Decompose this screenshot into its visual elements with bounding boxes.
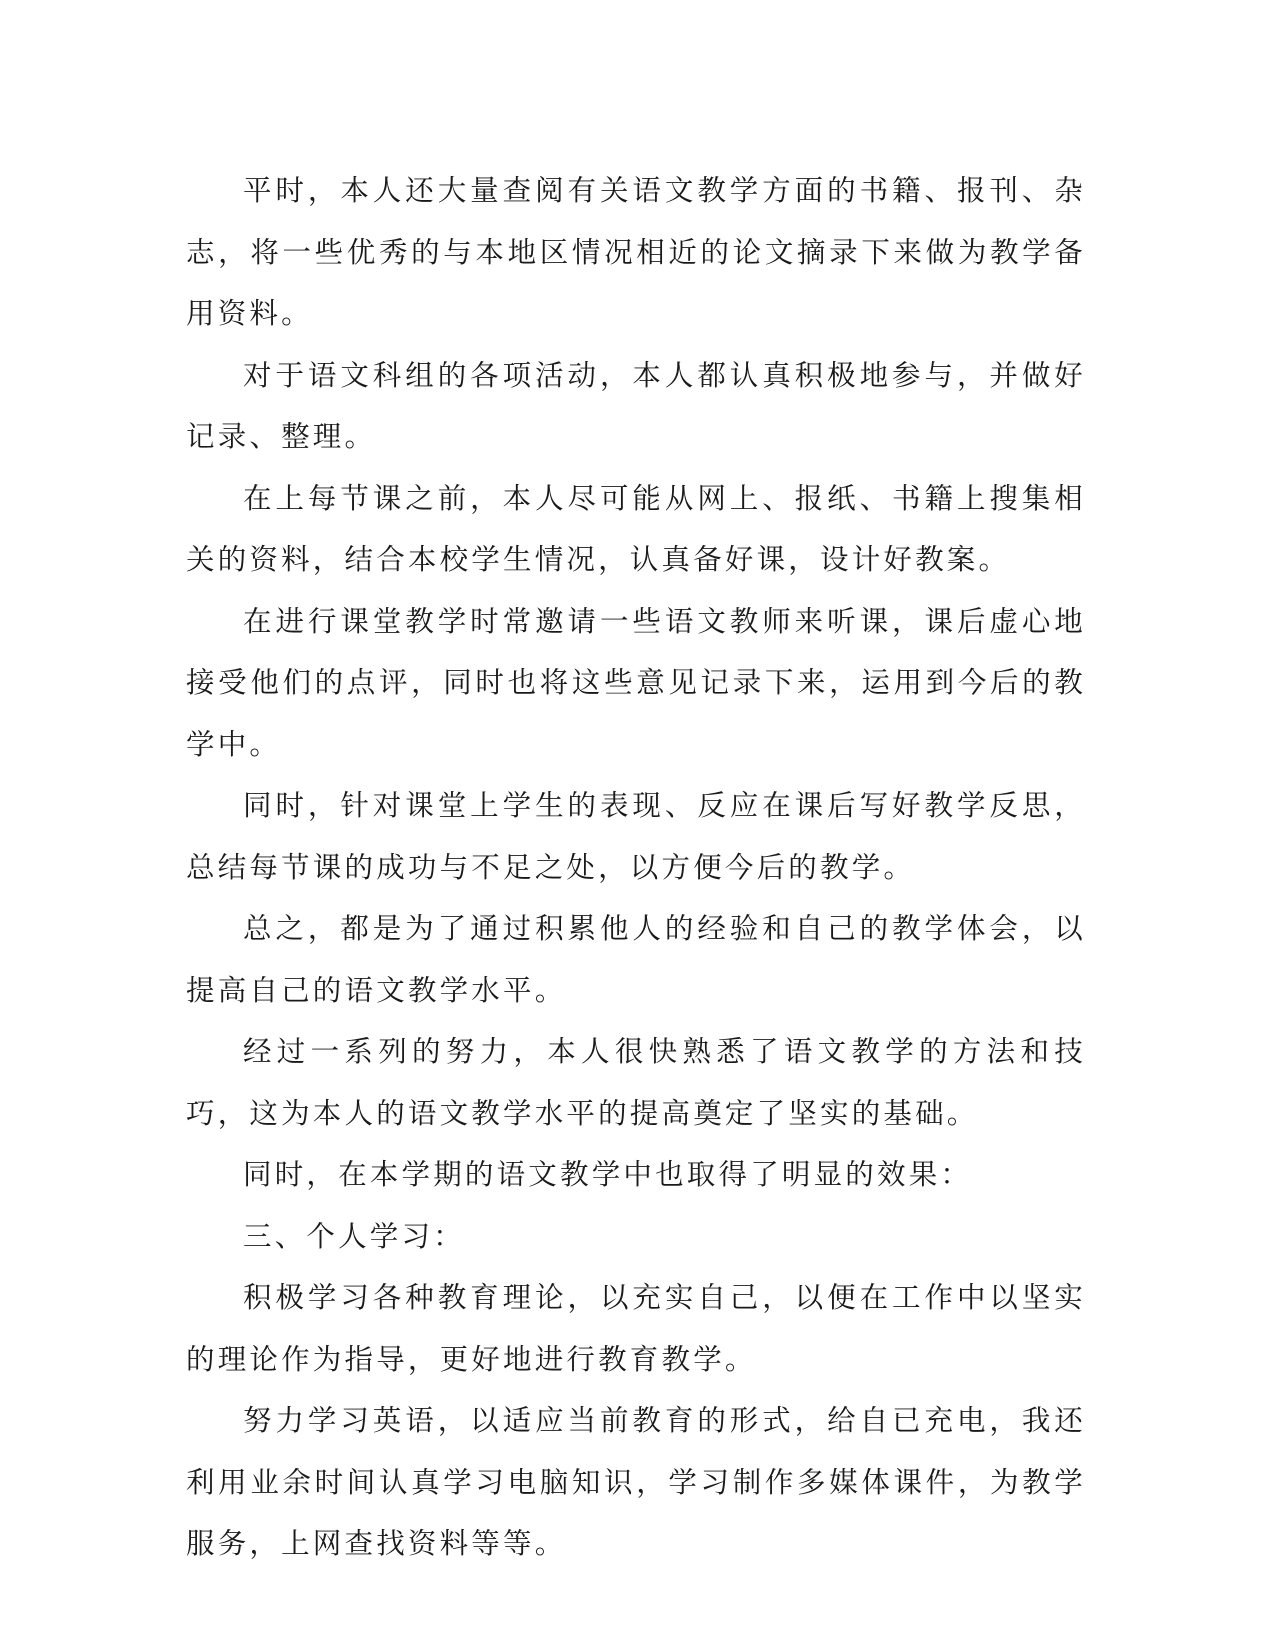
paragraph: 经过一系列的努力，本人很快熟悉了语文教学的方法和技巧，这为本人的语文教学水平的提高奠定了坚实的基础。 — [186, 1035, 1086, 1130]
paragraph: 总之，都是为了通过积累他人的经验和自己的教学体会，以提高自己的语文教学水平。 — [186, 912, 1086, 1007]
document-body — [186, 160, 1086, 1575]
paragraph: 积极学习各种教育理论，以充实自己，以便在工作中以坚实的理论作为指导，更好地进行教育教学。 — [186, 1281, 1086, 1376]
paragraph: 在进行课堂教学时常邀请一些语文教师来听课，课后虚心地接受他们的点评，同时也将这些意见记录下来，运用到今后的教学中。 — [186, 604, 1086, 761]
paragraph: 对于语文科组的各项活动，本人都认真积极地参与，并做好记录、整理。 — [186, 358, 1086, 453]
paragraph: 在上每节课之前，本人尽可能从网上、报纸、书籍上搜集相关的资料，结合本校学生情况，认真备好课，设计好教案。 — [186, 481, 1086, 576]
paragraph: 同时，在本学期的语文教学中也取得了明显的效果： — [243, 1158, 973, 1191]
paragraph: 平时，本人还大量查阅有关语文教学方面的书籍、报刊、杂志，将一些优秀的与本地区情况相近的论文摘录下来做为教学备用资料。 — [186, 174, 1086, 330]
paragraph: 努力学习英语，以适应当前教育的形式，给自已充电，我还利用业余时间认真学习电脑知识，学习制作多媒体课件，为教学服务，上网查找资料等等。 — [186, 1404, 1086, 1560]
section-heading: 三、个人学习： — [243, 1219, 465, 1253]
paragraph: 同时，针对课堂上学生的表现、反应在课后写好教学反思，总结每节课的成功与不足之处，以方便今后的教学。 — [186, 789, 1086, 884]
